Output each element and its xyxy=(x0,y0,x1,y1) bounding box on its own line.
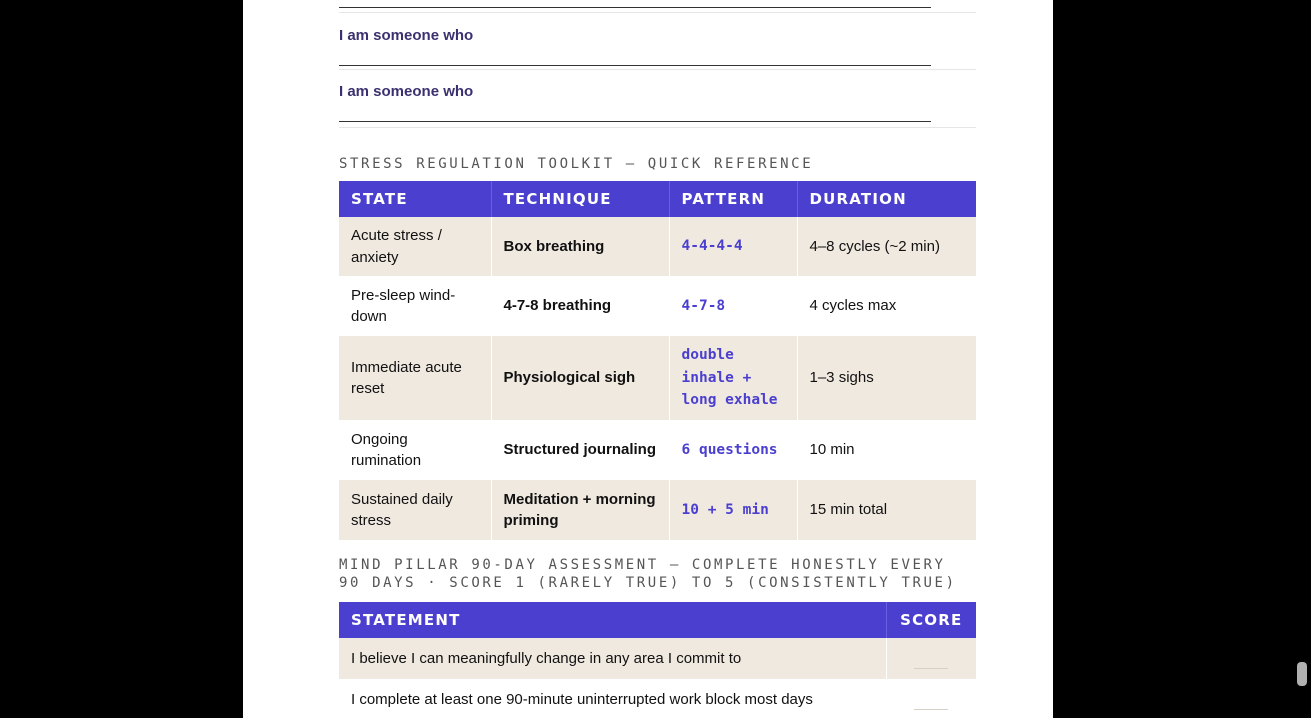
duration-cell: 15 min total xyxy=(797,480,976,540)
scrollbar-thumb[interactable] xyxy=(1297,662,1307,686)
state-cell: Ongoing rumination xyxy=(339,420,491,480)
score-input-line[interactable] xyxy=(914,668,948,669)
table-row xyxy=(339,276,976,336)
state-cell: Immediate acute reset xyxy=(339,336,491,420)
pattern-cell: 10 + 5 min xyxy=(669,480,797,540)
table-row xyxy=(339,679,976,718)
table-row xyxy=(339,336,976,420)
technique-cell: Meditation + morning priming xyxy=(491,480,669,540)
score-input-line[interactable] xyxy=(914,709,948,710)
table-row xyxy=(339,480,976,540)
document-page xyxy=(243,0,1053,718)
statement-cell: I believe I can meaningfully change in any area I commit to xyxy=(339,638,886,679)
column-header-technique: TECHNIQUE xyxy=(491,181,669,217)
prompt-block xyxy=(339,70,976,128)
table-row xyxy=(339,420,976,480)
duration-cell: 10 min xyxy=(797,420,976,480)
pattern-cell: 6 questions xyxy=(669,420,797,480)
statement-cell: I complete at least one 90-minute uninterrupted work block most days xyxy=(339,679,886,718)
write-in-line[interactable] xyxy=(339,121,931,122)
pattern-cell: 4-7-8 xyxy=(669,276,797,336)
toolkit-table xyxy=(339,181,976,540)
assessment-section-title: MIND PILLAR 90-DAY ASSESSMENT — COMPLETE HONESTLY EVERY 90 DAYS · SCORE 1 (RARELY TRUE) TO 5 (CONSISTENTLY TRUE) xyxy=(339,557,957,591)
technique-cell: 4-7-8 breathing xyxy=(491,276,669,336)
column-header-state: STATE xyxy=(339,181,491,217)
technique-cell: Physiological sigh xyxy=(491,336,669,420)
pattern-cell: double inhale + long exhale xyxy=(669,336,797,420)
state-cell: Acute stress / anxiety xyxy=(339,217,491,276)
state-cell: Pre-sleep wind-down xyxy=(339,276,491,336)
table-row xyxy=(339,638,976,679)
score-cell[interactable] xyxy=(886,679,976,718)
technique-cell: Box breathing xyxy=(491,217,669,276)
column-header-duration: DURATION xyxy=(797,181,976,217)
toolkit-section-title: STRESS REGULATION TOOLKIT — QUICK REFERENCE xyxy=(339,156,814,172)
write-in-line[interactable] xyxy=(339,65,931,66)
pattern-cell: 4-4-4-4 xyxy=(669,217,797,276)
duration-cell: 4–8 cycles (~2 min) xyxy=(797,217,976,276)
assessment-header-row xyxy=(339,602,976,638)
score-cell[interactable] xyxy=(886,638,976,679)
prompt-block xyxy=(339,13,976,70)
toolkit-header-row xyxy=(339,181,976,217)
prompt-label: I am someone who xyxy=(339,27,474,44)
duration-cell: 1–3 sighs xyxy=(797,336,976,420)
prompt-label: I am someone who xyxy=(339,83,474,100)
duration-cell: 4 cycles max xyxy=(797,276,976,336)
write-in-line[interactable] xyxy=(339,7,931,8)
column-header-statement: STATEMENT xyxy=(339,602,886,638)
column-header-pattern: PATTERN xyxy=(669,181,797,217)
state-cell: Sustained daily stress xyxy=(339,480,491,540)
prompt-block-partial xyxy=(339,0,976,13)
column-header-score: SCORE xyxy=(886,602,976,638)
document-content xyxy=(339,0,976,718)
table-row xyxy=(339,217,976,276)
assessment-table xyxy=(339,602,976,718)
technique-cell: Structured journaling xyxy=(491,420,669,480)
